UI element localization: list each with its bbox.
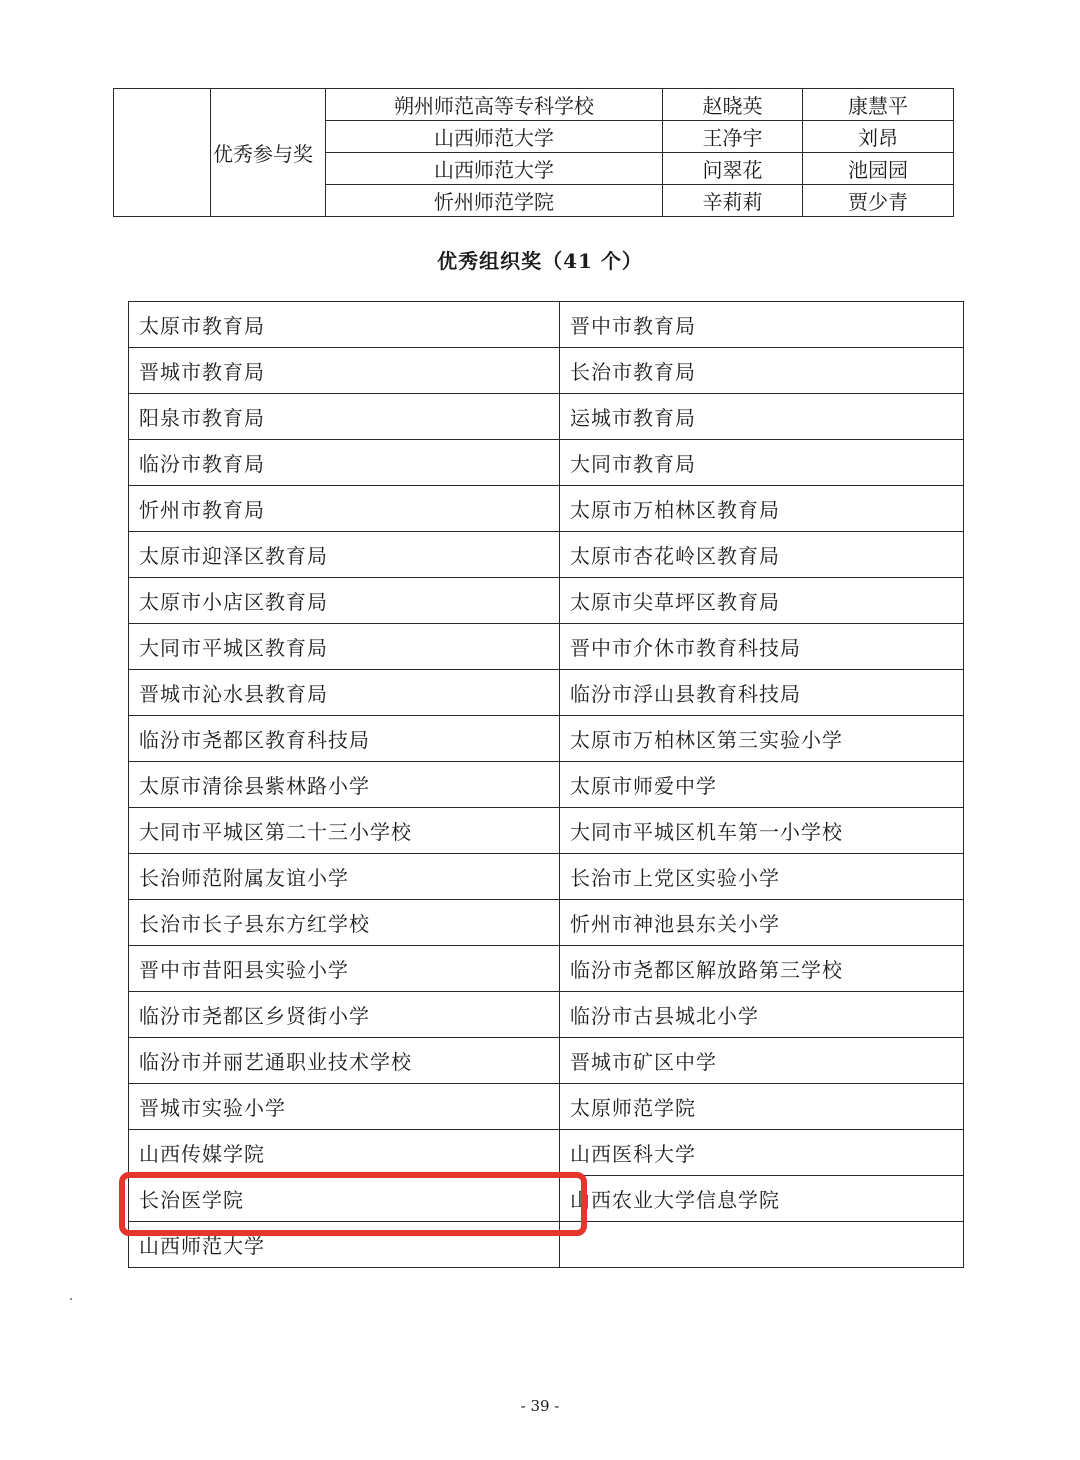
organization-cell-right: 晋中市教育局 [560, 302, 964, 348]
organization-cell-left: 阳泉市教育局 [129, 394, 560, 440]
table-row [129, 808, 964, 854]
organization-cell-right: 山西农业大学信息学院 [560, 1176, 964, 1222]
organization-cell-left: 太原市教育局 [129, 302, 560, 348]
school-cell: 朔州师范高等专科学校 [326, 89, 663, 121]
organization-cell-left: 大同市平城区第二十三小学校 [129, 808, 560, 854]
table-row [129, 532, 964, 578]
organization-cell-right: 临汾市尧都区解放路第三学校 [560, 946, 964, 992]
organization-cell-left: 临汾市教育局 [129, 440, 560, 486]
organization-cell-right: 晋城市矿区中学 [560, 1038, 964, 1084]
organization-cell-left: 临汾市尧都区乡贤街小学 [129, 992, 560, 1038]
table-row [129, 670, 964, 716]
organization-cell-right: 太原市万柏林区教育局 [560, 486, 964, 532]
organization-cell-right: 大同市平城区机车第一小学校 [560, 808, 964, 854]
table-row [129, 1176, 964, 1222]
table-row [129, 578, 964, 624]
page-number: - 39 - [520, 1397, 560, 1415]
table-row [129, 1038, 964, 1084]
organization-cell-right: 山西医科大学 [560, 1130, 964, 1176]
organization-cell-left: 晋城市沁水县教育局 [129, 670, 560, 716]
organization-cell-left: 长治师范附属友谊小学 [129, 854, 560, 900]
participation-award-table-body [114, 89, 954, 217]
table-row [129, 348, 964, 394]
section-title: 优秀组织奖（41 个） [437, 249, 643, 273]
table-row [129, 1130, 964, 1176]
scan-speck [70, 1298, 72, 1300]
person-cell: 池园园 [803, 153, 954, 185]
table-row [129, 946, 964, 992]
table-row [129, 854, 964, 900]
organization-cell-right: 长治市教育局 [560, 348, 964, 394]
person-cell: 问翠花 [663, 153, 803, 185]
organization-cell-right: 太原市尖草坪区教育局 [560, 578, 964, 624]
organization-cell-left: 山西传媒学院 [129, 1130, 560, 1176]
organization-cell-right: 大同市教育局 [560, 440, 964, 486]
school-cell: 忻州师范学院 [326, 185, 663, 217]
organization-cell-left: 长治医学院 [129, 1176, 560, 1222]
organization-cell-right: 运城市教育局 [560, 394, 964, 440]
table-row [129, 1084, 964, 1130]
participation-award-table [113, 88, 954, 217]
person-cell: 康慧平 [803, 89, 954, 121]
table-row [129, 624, 964, 670]
organization-cell-right [560, 1222, 964, 1268]
organization-cell-left: 忻州市教育局 [129, 486, 560, 532]
table-row [129, 716, 964, 762]
organization-cell-right: 太原市师爱中学 [560, 762, 964, 808]
organization-cell-left: 太原市清徐县紫林路小学 [129, 762, 560, 808]
school-cell: 山西师范大学 [326, 153, 663, 185]
organization-cell-right: 忻州市神池县东关小学 [560, 900, 964, 946]
person-cell: 辛莉莉 [663, 185, 803, 217]
organization-cell-right: 临汾市浮山县教育科技局 [560, 670, 964, 716]
organization-cell-left: 晋城市教育局 [129, 348, 560, 394]
table-row [129, 486, 964, 532]
organization-cell-right: 太原市杏花岭区教育局 [560, 532, 964, 578]
person-cell: 王净宇 [663, 121, 803, 153]
organization-cell-left: 晋中市昔阳县实验小学 [129, 946, 560, 992]
organization-cell-left: 临汾市尧都区教育科技局 [129, 716, 560, 762]
table-row [114, 89, 954, 121]
organization-cell-left: 太原市迎泽区教育局 [129, 532, 560, 578]
person-cell: 刘昂 [803, 121, 954, 153]
table-row [129, 302, 964, 348]
organization-award-table [128, 301, 964, 1268]
table-row [129, 1222, 964, 1268]
award-name-cell: 优秀参与奖 [211, 89, 326, 217]
organization-cell-left: 临汾市并丽艺通职业技术学校 [129, 1038, 560, 1084]
organization-cell-right: 长治市上党区实验小学 [560, 854, 964, 900]
organization-cell-left: 大同市平城区教育局 [129, 624, 560, 670]
organization-cell-right: 临汾市古县城北小学 [560, 992, 964, 1038]
organization-cell-left: 山西师范大学 [129, 1222, 560, 1268]
organization-cell-left: 长治市长子县东方红学校 [129, 900, 560, 946]
table-row [129, 992, 964, 1038]
empty-category-cell [114, 89, 211, 217]
organization-cell-left: 太原市小店区教育局 [129, 578, 560, 624]
organization-cell-right: 太原师范学院 [560, 1084, 964, 1130]
table-row [129, 440, 964, 486]
person-cell: 赵晓英 [663, 89, 803, 121]
person-cell: 贾少青 [803, 185, 954, 217]
school-cell: 山西师范大学 [326, 121, 663, 153]
table-row [129, 762, 964, 808]
organization-cell-right: 晋中市介休市教育科技局 [560, 624, 964, 670]
organization-award-table-body [129, 302, 964, 1268]
table-row [129, 394, 964, 440]
organization-cell-right: 太原市万柏林区第三实验小学 [560, 716, 964, 762]
table-row [129, 900, 964, 946]
organization-cell-left: 晋城市实验小学 [129, 1084, 560, 1130]
